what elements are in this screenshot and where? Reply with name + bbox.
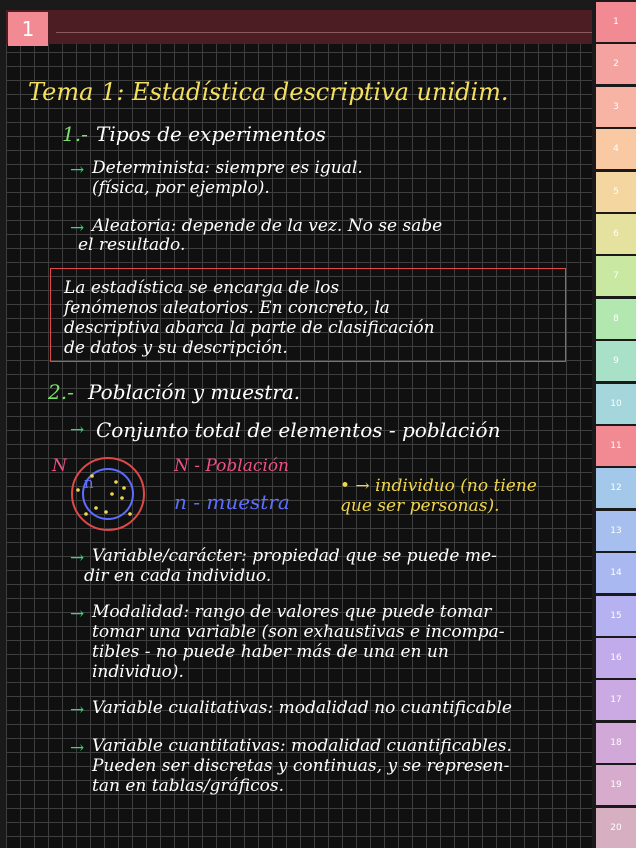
section-2-title: Población y muestra. bbox=[88, 380, 301, 404]
tab-4[interactable]: 4 bbox=[596, 129, 636, 169]
header-bar bbox=[6, 10, 592, 44]
population-sample-diagram bbox=[64, 456, 152, 532]
tab-17[interactable]: 17 bbox=[596, 680, 636, 720]
definition-line-4: de datos y su descripción. bbox=[64, 338, 288, 358]
section-tabs bbox=[596, 0, 636, 848]
tab-19[interactable]: 19 bbox=[596, 765, 636, 805]
individual-note-2: que ser personas). bbox=[340, 496, 500, 516]
legend-population: N - Población bbox=[174, 456, 290, 476]
tab-11[interactable]: 11 bbox=[596, 426, 636, 466]
tab-12[interactable]: 12 bbox=[596, 468, 636, 508]
bullet-variable-cont: dir en cada individuo. bbox=[84, 566, 272, 586]
bullet-aleatoria-cont: el resultado. bbox=[78, 235, 186, 255]
bullet-cuantitativas: Variable cuantitativas: modalidad cuantificables. bbox=[92, 736, 512, 756]
section-1-number: 1.- bbox=[62, 122, 88, 146]
tab-14[interactable]: 14 bbox=[596, 553, 636, 593]
tab-10[interactable]: 10 bbox=[596, 384, 636, 424]
bullet-modalidad-cont-3: individuo). bbox=[92, 662, 184, 682]
tab-6[interactable]: 6 bbox=[596, 214, 636, 254]
arrow-icon: → bbox=[70, 420, 85, 440]
arrow-icon: → bbox=[70, 738, 85, 758]
arrow-icon: → bbox=[70, 218, 85, 238]
page-number-badge: 1 bbox=[8, 12, 48, 46]
arrow-icon: → bbox=[70, 160, 85, 180]
bullet-cuantitativas-cont-1: Pueden ser discretas y continuas, y se represen- bbox=[92, 756, 510, 776]
tab-18[interactable]: 18 bbox=[596, 723, 636, 763]
tab-1[interactable]: 1 bbox=[596, 2, 636, 42]
arrow-icon: → bbox=[70, 700, 85, 720]
tab-16[interactable]: 16 bbox=[596, 638, 636, 678]
bullet-variable: Variable/carácter: propiedad que se puede me- bbox=[92, 546, 497, 566]
tab-15[interactable]: 15 bbox=[596, 596, 636, 636]
bullet-modalidad-cont-2: tibles - no puede haber más de una en un bbox=[92, 642, 449, 662]
tab-9[interactable]: 9 bbox=[596, 341, 636, 381]
arrow-icon: → bbox=[70, 548, 85, 568]
definition-line-1: La estadística se encarga de los bbox=[64, 278, 340, 298]
individual-note-1: • → individuo (no tiene bbox=[340, 476, 537, 496]
tab-5[interactable]: 5 bbox=[596, 172, 636, 212]
bullet-modalidad: Modalidad: rango de valores que puede tomar bbox=[92, 602, 492, 622]
header-rule bbox=[56, 32, 592, 33]
tab-7[interactable]: 7 bbox=[596, 256, 636, 296]
arrow-icon: → bbox=[70, 604, 85, 624]
diagram-label-N: N bbox=[52, 456, 67, 476]
definition-line-2: fenómenos aleatorios. En concreto, la bbox=[64, 298, 390, 318]
tab-3[interactable]: 3 bbox=[596, 87, 636, 127]
tab-20[interactable]: 20 bbox=[596, 808, 636, 848]
tab-8[interactable]: 8 bbox=[596, 299, 636, 339]
bullet-conjunto: Conjunto total de elementos - población bbox=[96, 418, 501, 442]
section-1-title: Tipos de experimentos bbox=[96, 122, 326, 146]
section-2-number: 2.- bbox=[48, 380, 74, 404]
bullet-cualitativas: Variable cualitativas: modalidad no cuantificable bbox=[92, 698, 512, 718]
bullet-determinista-cont: (física, por ejemplo). bbox=[92, 178, 270, 198]
tab-13[interactable]: 13 bbox=[596, 511, 636, 551]
legend-sample: n - muestra bbox=[174, 490, 290, 514]
bullet-determinista: Determinista: siempre es igual. bbox=[92, 158, 363, 178]
diagram-label-n: n bbox=[84, 474, 94, 492]
bullet-cuantitativas-cont-2: tan en tablas/gráficos. bbox=[92, 776, 284, 796]
definition-line-3: descriptiva abarca la parte de clasificación bbox=[64, 318, 435, 338]
bullet-modalidad-cont-1: tomar una variable (son exhaustivas e incompa- bbox=[92, 622, 505, 642]
bullet-aleatoria: Aleatoria: depende de la vez. No se sabe bbox=[92, 216, 443, 236]
tab-2[interactable]: 2 bbox=[596, 44, 636, 84]
topic-title: Tema 1: Estadística descriptiva unidim. bbox=[28, 78, 509, 106]
